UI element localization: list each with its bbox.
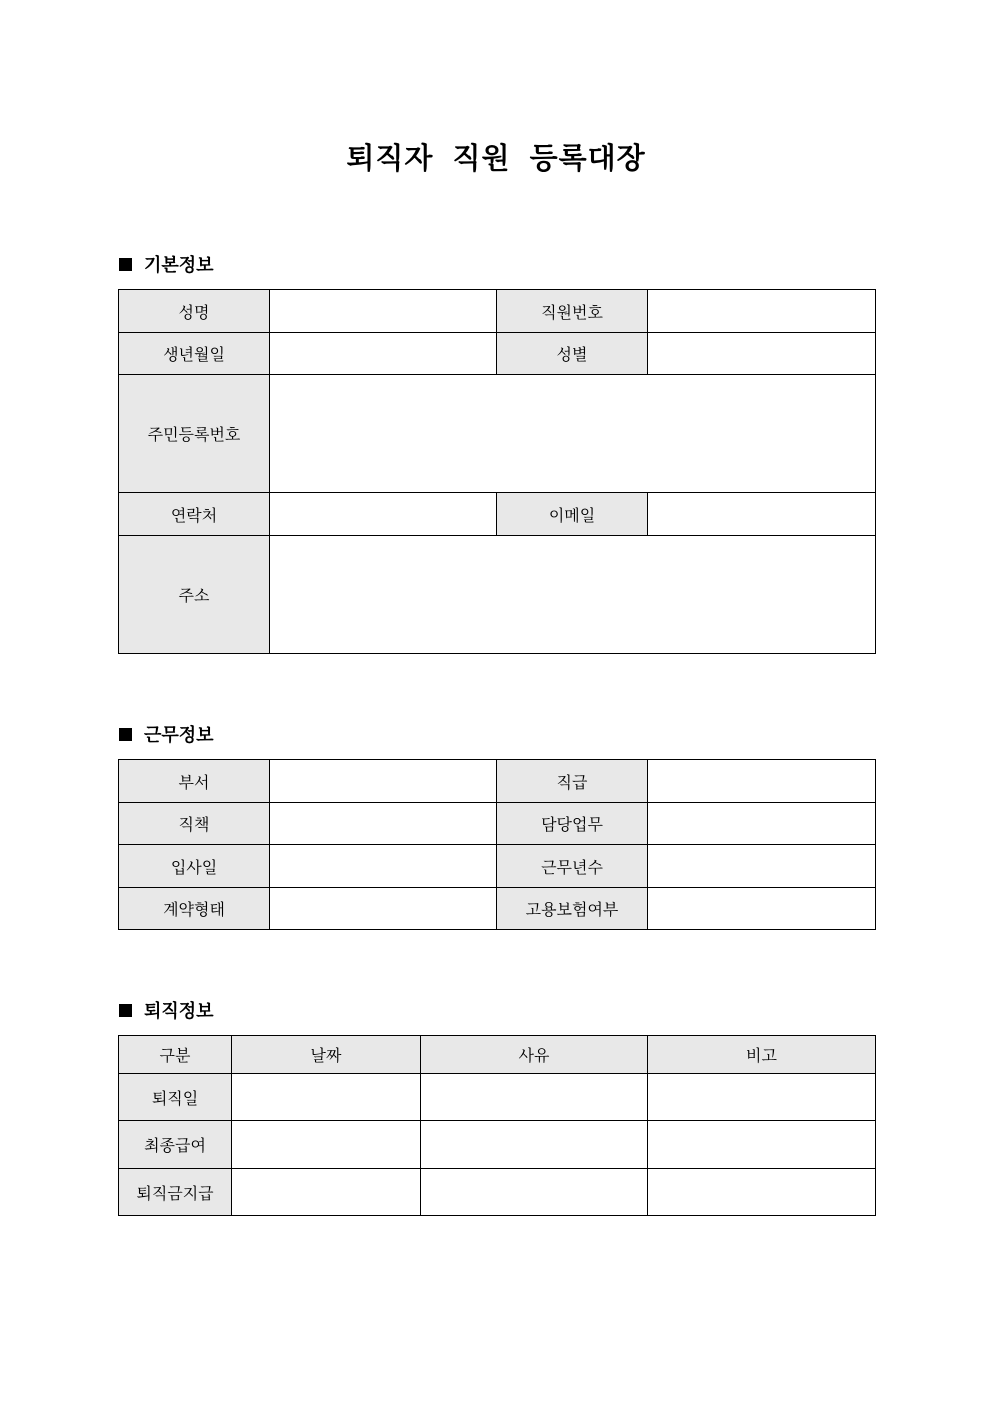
row-label: 퇴직금지급 — [119, 1169, 232, 1216]
section-title: 근무정보 — [144, 725, 214, 746]
resident-no-field[interactable] — [270, 375, 876, 493]
severance-reason-field[interactable] — [421, 1169, 648, 1216]
page-title: 퇴직자 직원 등록대장 — [346, 141, 646, 175]
work-info-table — [118, 759, 876, 930]
severance-date-field[interactable] — [232, 1169, 421, 1216]
column-header: 날짜 — [232, 1036, 421, 1074]
column-header: 비고 — [648, 1036, 876, 1074]
square-bullet-icon — [119, 258, 132, 271]
gender-field[interactable] — [648, 333, 876, 375]
final-pay-date-field[interactable] — [232, 1121, 421, 1169]
address-field[interactable] — [270, 536, 876, 654]
years-label: 근무년수 — [497, 845, 648, 888]
department-field[interactable] — [270, 760, 497, 803]
row-label: 퇴직일 — [119, 1074, 232, 1121]
duty-label: 담당업무 — [497, 803, 648, 845]
final-pay-note-field[interactable] — [648, 1121, 876, 1169]
retire-date-date-field[interactable] — [232, 1074, 421, 1121]
gender-label: 성별 — [497, 333, 648, 375]
contract-field[interactable] — [270, 888, 497, 930]
years-field[interactable] — [648, 845, 876, 888]
section-heading-basic — [119, 252, 214, 276]
birth-field[interactable] — [270, 333, 497, 375]
employee-no-label: 직원번호 — [497, 290, 648, 333]
duty-field[interactable] — [648, 803, 876, 845]
retire-date-note-field[interactable] — [648, 1074, 876, 1121]
position-field[interactable] — [270, 803, 497, 845]
section-heading-retire — [119, 998, 214, 1022]
column-header: 사유 — [421, 1036, 648, 1074]
position-label: 직책 — [119, 803, 270, 845]
name-label: 성명 — [119, 290, 270, 333]
contract-label: 계약형태 — [119, 888, 270, 930]
section-heading-work — [119, 722, 214, 746]
retire-date-reason-field[interactable] — [421, 1074, 648, 1121]
column-header: 구분 — [119, 1036, 232, 1074]
insurance-field[interactable] — [648, 888, 876, 930]
rank-label: 직급 — [497, 760, 648, 803]
department-label: 부서 — [119, 760, 270, 803]
section-title: 퇴직정보 — [144, 1001, 214, 1022]
join-date-label: 입사일 — [119, 845, 270, 888]
address-label: 주소 — [119, 536, 270, 654]
employee-no-field[interactable] — [648, 290, 876, 333]
rank-field[interactable] — [648, 760, 876, 803]
birth-label: 생년월일 — [119, 333, 270, 375]
join-date-field[interactable] — [270, 845, 497, 888]
email-label: 이메일 — [497, 493, 648, 536]
email-field[interactable] — [648, 493, 876, 536]
row-label: 최종급여 — [119, 1121, 232, 1169]
final-pay-reason-field[interactable] — [421, 1121, 648, 1169]
basic-info-table — [118, 289, 876, 654]
contact-label: 연락처 — [119, 493, 270, 536]
insurance-label: 고용보험여부 — [497, 888, 648, 930]
square-bullet-icon — [119, 728, 132, 741]
retire-info-table — [118, 1035, 876, 1216]
square-bullet-icon — [119, 1004, 132, 1017]
contact-field[interactable] — [270, 493, 497, 536]
section-title: 기본정보 — [144, 255, 214, 276]
name-field[interactable] — [270, 290, 497, 333]
severance-note-field[interactable] — [648, 1169, 876, 1216]
resident-no-label: 주민등록번호 — [119, 375, 270, 493]
